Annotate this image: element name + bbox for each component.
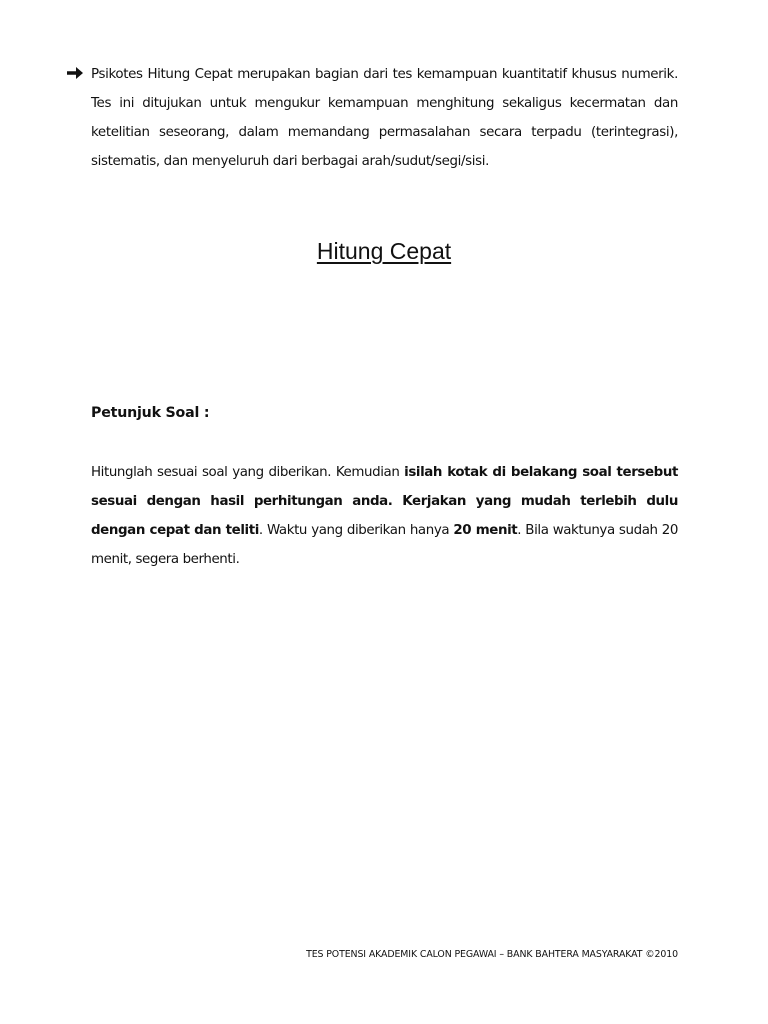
instructions-text-1: Hitunglah sesuai soal yang diberikan. Kemudian (91, 465, 405, 480)
arrow-right-icon (66, 65, 84, 81)
intro-paragraph: Psikotes Hitung Cepat merupakan bagian dari tes kemampuan kuantitatif khusus numerik. Tes ini ditujukan untuk mengukur kemampuan menghitung sekaligus kecermatan dan ketelitian seseorang, dalam memandang permasalahan secara terpadu (terintegrasi), sistematis, dan menyeluruh dari berbagai arah/sudut/segi/sisi. (91, 67, 678, 169)
instructions-paragraph (91, 458, 678, 574)
page-title: Hitung Cepat (316, 238, 452, 264)
intro-bullet (66, 60, 678, 176)
instructions-text-2: . Waktu yang diberikan hanya (258, 523, 454, 538)
page-footer: TES POTENSI AKADEMIK CALON PEGAWAI – BANK BAHTERA MASYARAKAT ©2010 (306, 949, 678, 960)
instructions-bold-1: isilah kotak di belakang soal tersebut sesuai dengan hasil perhitungan anda. Kerjakan yang mudah terlebih dulu dengan cepat dan teliti (91, 465, 678, 538)
instructions-bold-duration: 20 menit (453, 523, 518, 538)
instructions-text-3: . Bila waktunya sudah 20 menit, segera berhenti. (91, 523, 678, 567)
instructions-heading: Petunjuk Soal : (91, 405, 210, 421)
